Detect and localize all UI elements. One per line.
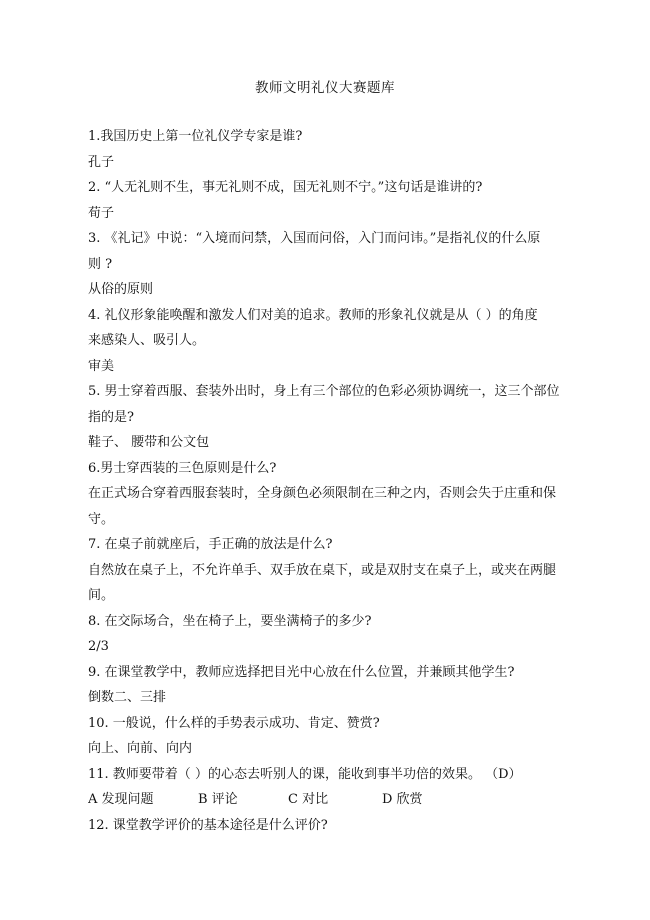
- answer-2: 荀子: [88, 205, 115, 221]
- question-11: 11. 教师要带着（ ）的心态去听别人的课，能收到事半功倍的效果。 （D）: [88, 766, 522, 782]
- question-9: 9. 在课堂教学中，教师应选择把目光中心放在什么位置，并兼顾其他学生?: [88, 664, 515, 680]
- question-12: 12. 课堂教学评价的基本途径是什么评价?: [88, 817, 328, 833]
- question-4-line-1: 4. 礼仪形象能唤醒和激发人们对美的追求。教师的形象礼仪就是从（ ）的角度: [88, 307, 538, 323]
- answer-9: 倒数二、三排: [88, 690, 167, 705]
- question-4-line-2: 来感染人、吸引人。: [88, 333, 206, 348]
- question-1: 1.我国历史上第一位礼仪学专家是谁?: [88, 129, 303, 144]
- answer-8: 2/3: [88, 639, 109, 654]
- option-d: D 欣赏: [382, 792, 423, 807]
- question-3-line-1: 3. 《礼记》中说：“入境而问禁，入国而问俗，入门而问讳。”是指礼仪的什么原: [88, 231, 541, 246]
- answer-7-line-1: 自然放在桌子上，不允许单手、双手放在桌下，或是双肘支在桌子上，或夹在两腿: [88, 562, 557, 578]
- answer-6-line-1: 在正式场合穿着西服套装时，全身颜色必须限制在三种之内，否则会失于庄重和保: [88, 486, 557, 501]
- document-body: [88, 124, 570, 838]
- document-title: 教师文明礼仪大赛题库: [255, 80, 395, 96]
- question-5-line-1: 5. 男士穿着西服、套装外出时，身上有三个部位的色彩必须协调统一，这三个部位: [88, 384, 560, 399]
- question-6: 6.男士穿西装的三色原则是什么?: [88, 460, 277, 476]
- answer-7-line-2: 间。: [88, 588, 115, 603]
- answer-5: 鞋子、 腰带和公文包: [88, 435, 210, 450]
- question-2: 2. “人无礼则不生，事无礼则不成，国无礼则不宁。”这句话是谁讲的?: [88, 180, 483, 195]
- answer-4: 审美: [88, 358, 115, 374]
- option-a: A 发现问题: [88, 792, 154, 807]
- question-10: 10. 一般说，什么样的手势表示成功、肯定、赞赏?: [88, 715, 380, 731]
- question-5-line-2: 指的是?: [88, 409, 134, 425]
- option-b: B 评论: [198, 792, 238, 807]
- question-8: 8. 在交际场合，坐在椅子上，要坐满椅子的多少?: [88, 613, 372, 629]
- question-11-options: [88, 787, 570, 813]
- answer-10: 向上、向前、向内: [88, 741, 193, 756]
- answer-3: 从俗的原则: [88, 282, 154, 297]
- answer-6-line-2: 守。: [88, 511, 115, 527]
- question-3-line-2: 则 ?: [88, 256, 113, 272]
- question-7: 7. 在桌子前就座后，手正确的放法是什么?: [88, 537, 333, 552]
- option-c: C 对比: [288, 792, 329, 807]
- answer-1: 孔子: [88, 154, 115, 170]
